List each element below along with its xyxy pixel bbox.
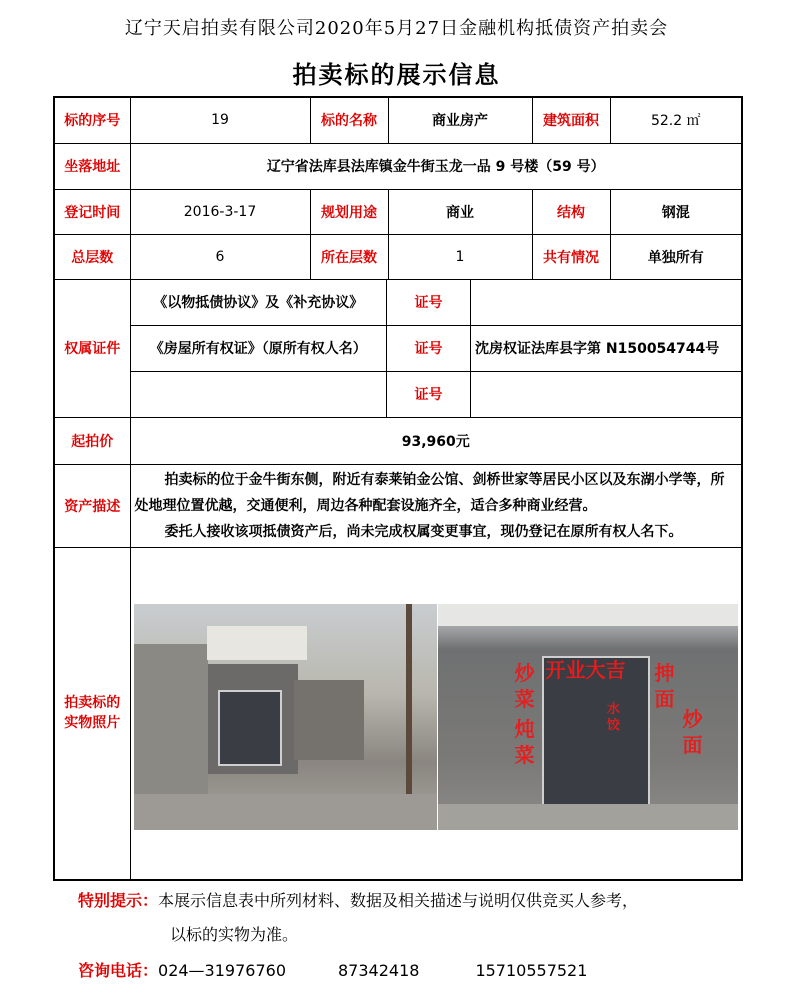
description-label: 资产描述 <box>54 464 130 547</box>
floor-label: 所在层数 <box>310 234 388 279</box>
contact-phones <box>78 958 718 981</box>
ownership-docs-label: 权属证件 <box>54 279 130 417</box>
area-label: 建筑面积 <box>532 97 610 143</box>
ownership-doc: 《房屋所有权证》（原所有权人名） <box>131 325 387 371</box>
cert-no-label: 证号 <box>387 325 471 371</box>
cert-no-value <box>471 280 742 326</box>
structure-value: 钢混 <box>610 189 742 234</box>
document-title: 辽宁天启拍卖有限公司2020年5月27日金融机构抵债资产拍卖会 <box>124 18 669 39</box>
start-price-label: 起拍价 <box>54 417 130 464</box>
total-floors-value: 6 <box>130 234 310 279</box>
cert-no-label: 证号 <box>387 280 471 326</box>
notice-label: 特别提示： <box>78 891 159 910</box>
storefront-street-photo <box>134 604 437 830</box>
phone-label: 咨询电话： <box>78 961 159 980</box>
sign-text: 炒菜 <box>514 660 535 711</box>
start-price-value: 93,960元 <box>130 417 742 464</box>
sign-text: 炒面 <box>682 706 703 757</box>
structure-label: 结构 <box>532 189 610 234</box>
description-paragraph: 委托人接收该项抵债资产后，尚未完成权属变更事宜，现仍登记在原所有权人名下。 <box>164 523 683 540</box>
auction-info-table <box>53 96 743 881</box>
ownership-docs-table <box>131 280 742 417</box>
seq-label: 标的序号 <box>54 97 130 143</box>
sign-text: 开业大吉 <box>545 657 626 682</box>
sign-text: 水饺 <box>606 701 620 733</box>
registration-label: 登记时间 <box>54 189 130 234</box>
notice <box>78 888 638 911</box>
sign-text: 抻面 <box>654 660 675 711</box>
usage-value: 商业 <box>388 189 532 234</box>
total-floors-label: 总层数 <box>54 234 130 279</box>
description-text <box>130 464 742 547</box>
usage-label: 规划用途 <box>310 189 388 234</box>
sign-text: 炖菜 <box>514 716 535 767</box>
seq-value: 19 <box>130 97 310 143</box>
ownership-share-value: 单独所有 <box>610 234 742 279</box>
notice-line-1: 本展示信息表中所列材料、数据及相关描述与说明仅供竞买人参考， <box>158 891 639 910</box>
ownership-doc: 《以物抵债协议》及《补充协议》 <box>131 280 387 326</box>
name-label: 标的名称 <box>310 97 388 143</box>
location-value: 辽宁省法库县法库镇金牛街玉龙一品 9 号楼（59 号） <box>130 143 742 189</box>
area-value: 52.2 ㎡ <box>610 97 742 143</box>
storefront-entrance-photo <box>438 604 738 830</box>
phone-number: 87342418 <box>338 961 420 980</box>
name-value: 商业房产 <box>388 97 532 143</box>
location-label: 坐落地址 <box>54 143 130 189</box>
notice-line-2: 以标的实物为准。 <box>170 925 299 944</box>
registration-value: 2016-3-17 <box>130 189 310 234</box>
document-subtitle: 拍卖标的展示信息 <box>292 61 501 89</box>
description-paragraph: 拍卖标的位于金牛街东侧，附近有泰莱铂金公馆、剑桥世家等居民小区以及东湖小学等，所处地理位置优越，交通便利，周边各种配套设施齐全，适合多种商业经营。 <box>134 471 725 514</box>
cert-no-value: 沈房权证法库县字第 N150054744号 <box>471 325 742 371</box>
floor-value: 1 <box>388 234 532 279</box>
phone-number: 024—31976760 <box>158 961 286 980</box>
cert-no-value <box>471 371 742 417</box>
cert-no-label: 证号 <box>387 371 471 417</box>
ownership-share-label: 共有情况 <box>532 234 610 279</box>
photos-label: 拍卖标的实物照片 <box>54 547 130 880</box>
phone-number: 15710557521 <box>475 961 588 980</box>
ownership-doc <box>131 371 387 417</box>
